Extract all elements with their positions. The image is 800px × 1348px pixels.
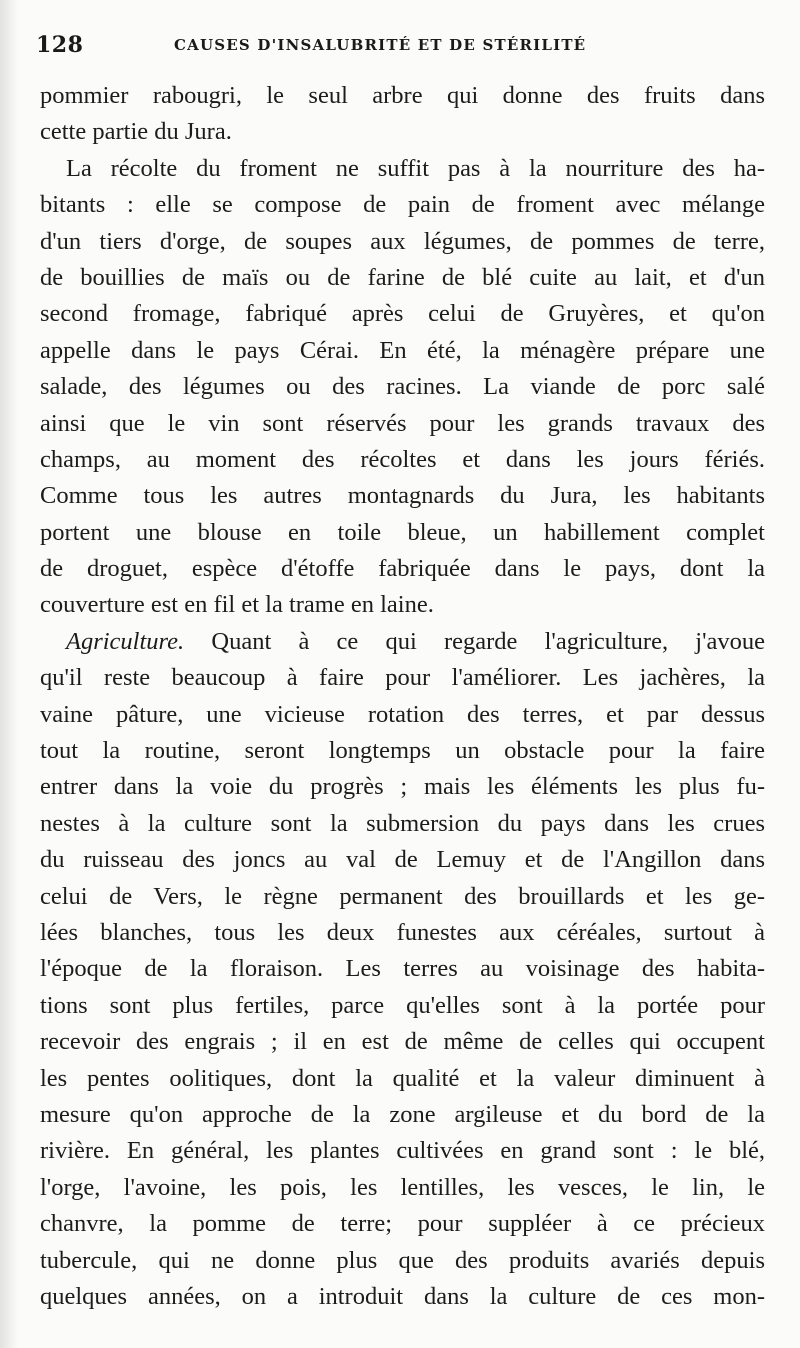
text-line: de bouillies de maïs ou de farine de blé cuite au lait, et d'un [40,263,765,291]
text-line: l'époque de la floraison. Les terres au voisinage des habita- [40,955,765,983]
page-number: 128 [36,32,84,58]
text-line: quelques années, on a introduit dans la culture de ces mon- [40,1282,765,1310]
body-text [40,78,765,1315]
text-line: pommier rabougri, le seul arbre qui donne des fruits dans [40,82,765,109]
text-line: second fromage, fabriqué après celui de Gruyères, et qu'on [40,300,765,328]
text-line: bitants : elle se compose de pain de froment avec mélange [40,191,765,219]
page-header [36,32,756,62]
text-line: du ruisseau des joncs au val de Lemuy et de l'Angillon dans [40,846,765,874]
text-line: les pentes oolitiques, dont la qualité et la valeur diminuent à [40,1064,765,1092]
text-line: appelle dans le pays Cérai. En été, la ménagère prépare une [40,336,765,364]
text-line: de droguet, espèce d'étoffe fabriquée dans le pays, dont la [40,555,765,583]
text-line: l'orge, l'avoine, les pois, les lentilles, les vesces, le lin, le [40,1173,765,1201]
running-title: CAUSES D'INSALUBRITÉ ET DE STÉRILITÉ [174,36,587,54]
text-line: La récolte du froment ne suffit pas à la nourriture des ha- [66,154,765,182]
text-line: mesure qu'on approche de la zone argileuse et du bord de la [40,1100,765,1128]
text-line: ainsi que le vin sont réservés pour les grands travaux des [40,409,765,437]
text-line: couverture est en fil et la trame en laine. [40,591,434,619]
text-line: entrer dans la voie du progrès ; mais les éléments les plus fu- [40,773,765,801]
text-line: recevoir des engrais ; il en est de même de celles qui occupent [40,1028,765,1056]
text-line: lées blanches, tous les deux funestes aux céréales, surtout à [40,918,765,946]
text-line: rivière. En général, les plantes cultivées en grand sont : le blé, [40,1137,765,1165]
text-line: salade, des légumes ou des racines. La viande de porc salé [40,373,765,401]
text-line: chanvre, la pomme de terre; pour suppléer à ce précieux [40,1210,765,1238]
text-line: nestes à la culture sont la submersion du pays dans les crues [40,809,765,837]
text-line: Quant à ce qui regarde l'agriculture, j'avoue [211,627,766,655]
agriculture-paragraph-first-line [40,624,765,660]
text-line: tout la routine, seront longtemps un obstacle pour la faire [40,737,765,765]
text-line: portent une blouse en toile bleue, un habillement complet [40,518,765,546]
text-line: celui de Vers, le règne permanent des brouillards et les ge- [40,882,765,910]
text-line: Comme tous les autres montagnards du Jura, les habitants [40,482,765,510]
text-line: tions sont plus fertiles, parce qu'elles sont à la portée pour [40,991,765,1019]
text-line: champs, au moment des récoltes et dans les jours fériés. [40,445,765,473]
text-line: qu'il reste beaucoup à faire pour l'améliorer. Les jachères, la [40,664,765,692]
text-line: vaine pâture, une vicieuse rotation des terres, et par dessus [40,700,765,728]
text-line: cette partie du Jura. [40,118,232,146]
text-line: d'un tiers d'orge, de soupes aux légumes, de pommes de terre, [40,227,765,255]
text-line: tubercule, qui ne donne plus que des produits avariés depuis [40,1246,765,1274]
section-heading-agriculture: Agriculture. [66,627,185,655]
